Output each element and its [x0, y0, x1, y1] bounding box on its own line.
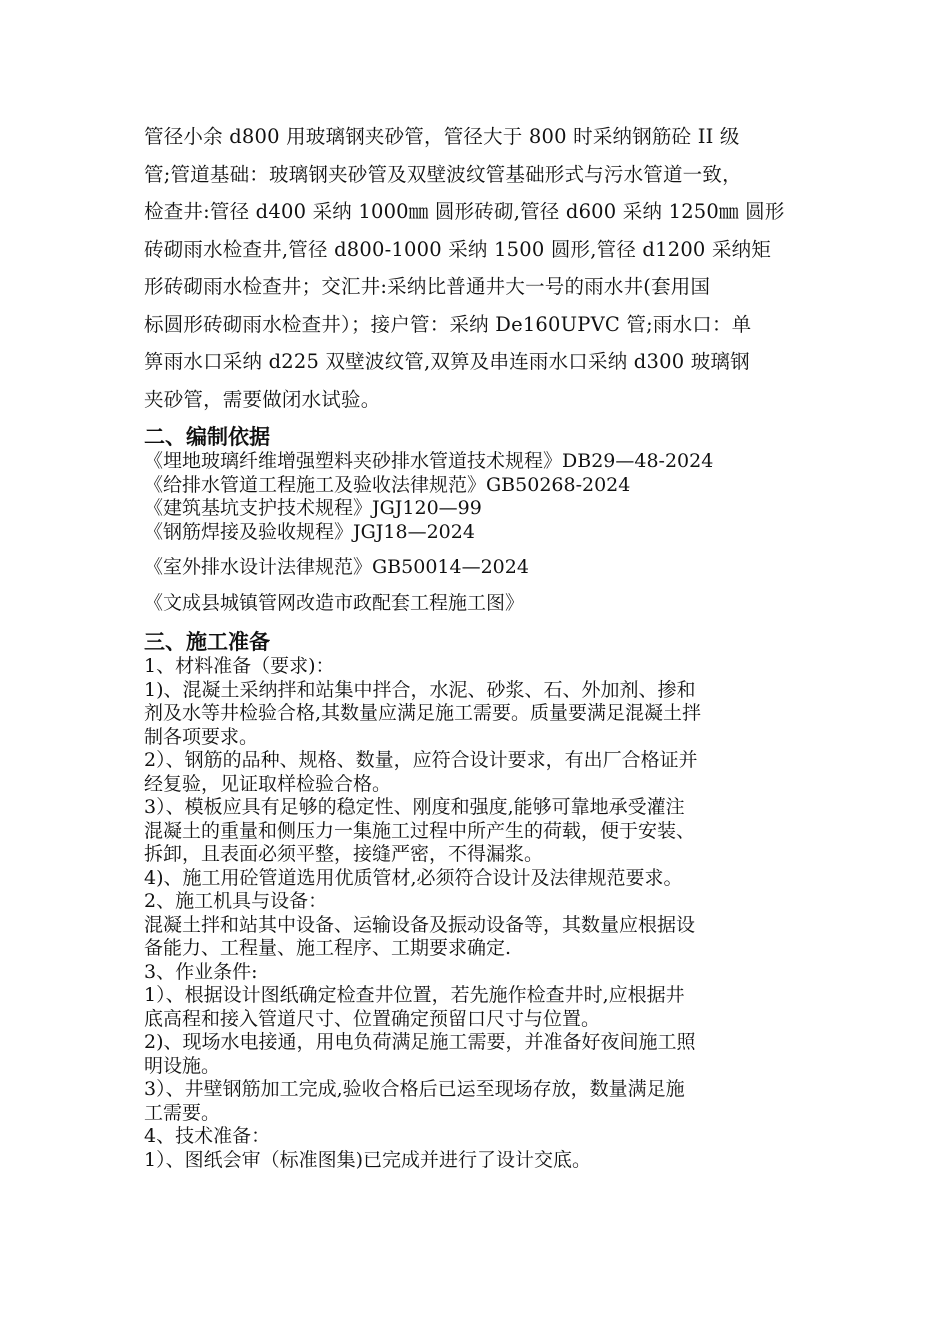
reference-item: 《室外排水设计法律规范》GB50014—2024: [144, 556, 529, 578]
intro-paragraph: [144, 118, 834, 418]
body-line: 3）、井壁钢筋加工完成,验收合格后已运至现场存放，数量满足施: [144, 1078, 685, 1100]
body-line: 剂及水等井检验合格,其数量应满足施工需要。质量要满足混凝土拌: [144, 702, 702, 724]
body-line: 1)、混凝土采纳拌和站集中拌合，水泥、砂浆、石、外加剂、掺和: [144, 678, 696, 701]
body-line: 工需要。: [144, 1101, 221, 1124]
body-line: 底高程和接入管道尺寸、位置确定预留口尺寸与位置。: [144, 1007, 601, 1030]
body-line: 经复验，见证取样检验合格。: [144, 772, 392, 795]
section-heading-basis: 二、编制依据: [144, 425, 270, 449]
body-line: 1、材料准备（要求)：: [144, 655, 335, 677]
body-line: 备能力、工程量、施工程序、工期要求确定.: [144, 937, 512, 959]
intro-line: 标圆形砖砌雨水检查井）；接户管：采纳 De160UPVC 管;雨水口：单: [144, 312, 752, 336]
body-line: 1）、图纸会审（标准图集)已完成并进行了设计交底。: [144, 1148, 592, 1171]
intro-line: 管径小余 d800 用玻璃钢夹砂管，管径大于 800 时采纳钢筋砼 II 级: [144, 125, 740, 148]
reference-item: 《钢筋焊接及验收规程》JGJ18—2024: [144, 520, 475, 543]
body-line: 混凝土的重量和侧压力一集施工过程中所产生的荷载，便于安装、: [144, 819, 696, 842]
body-line: 2)、现场水电接通，用电负荷满足施工需要，并准备好夜间施工照: [144, 1031, 696, 1053]
body-line: 4、技术准备：: [144, 1125, 271, 1147]
body-line: 2、施工机具与设备：: [144, 890, 328, 912]
body-line: 制各项要求。: [144, 725, 259, 748]
intro-line: 管;管道基础：玻璃钢夹砂管及双壁波纹管基础形式与污水管道一致，: [144, 162, 742, 186]
body-line: 混凝土拌和站其中设备、运输设备及振动设备等，其数量应根据设: [144, 913, 696, 936]
reference-list: [144, 450, 834, 615]
body-line: 1）、根据设计图纸确定检查井位置，若先施作检查井时,应根据井: [144, 984, 685, 1006]
intro-line: 砖砌雨水检查井,管径 d800-1000 采纳 1500 圆形,管径 d1200 采纳矩: [144, 237, 772, 261]
section-heading-preparation: 三、施工准备: [144, 630, 270, 654]
intro-line: 检查井:管径 d400 采纳 1000㎜ 圆形砖砌,管径 d600 采纳 1250㎜ 圆形: [144, 200, 785, 223]
body-line: 4)、施工用砼管道选用优质管材,必须符合设计及法律规范要求。: [144, 866, 683, 889]
body-line: 明设施。: [144, 1054, 221, 1077]
intro-line: 箅雨水口采纳 d225 双壁波纹管,双箅及串连雨水口采纳 d300 玻璃钢: [144, 350, 750, 373]
body-line: 3、作业条件:: [144, 960, 258, 983]
reference-item: 《给排水管道工程施工及验收法律规范》GB50268-2024: [144, 473, 631, 496]
intro-line: 形砖砌雨水检查井；交汇井:采纳比普通井大一号的雨水井(套用国: [144, 275, 711, 298]
document-page: [144, 118, 834, 1172]
intro-line: 夹砂管，需要做闭水试验。: [144, 387, 381, 411]
body-line: 3）、模板应具有足够的稳定性、刚度和强度,能够可靠地承受灌注: [144, 796, 685, 818]
reference-item: 《建筑基坑支护技术规程》JGJ120—99: [144, 497, 482, 519]
reference-item: 《文成县城镇管网改造市政配套工程施工图》: [144, 591, 525, 614]
reference-item: 《埋地玻璃纤维增强塑料夹砂排水管道技术规程》DB29—48-2024: [144, 450, 714, 472]
body-line: 2）、钢筋的品种、规格、数量，应符合设计要求，有出厂合格证并: [144, 749, 698, 771]
preparation-body: [144, 655, 834, 1172]
body-line: 拆卸，且表面必须平整，接缝严密，不得漏浆。: [144, 843, 544, 865]
